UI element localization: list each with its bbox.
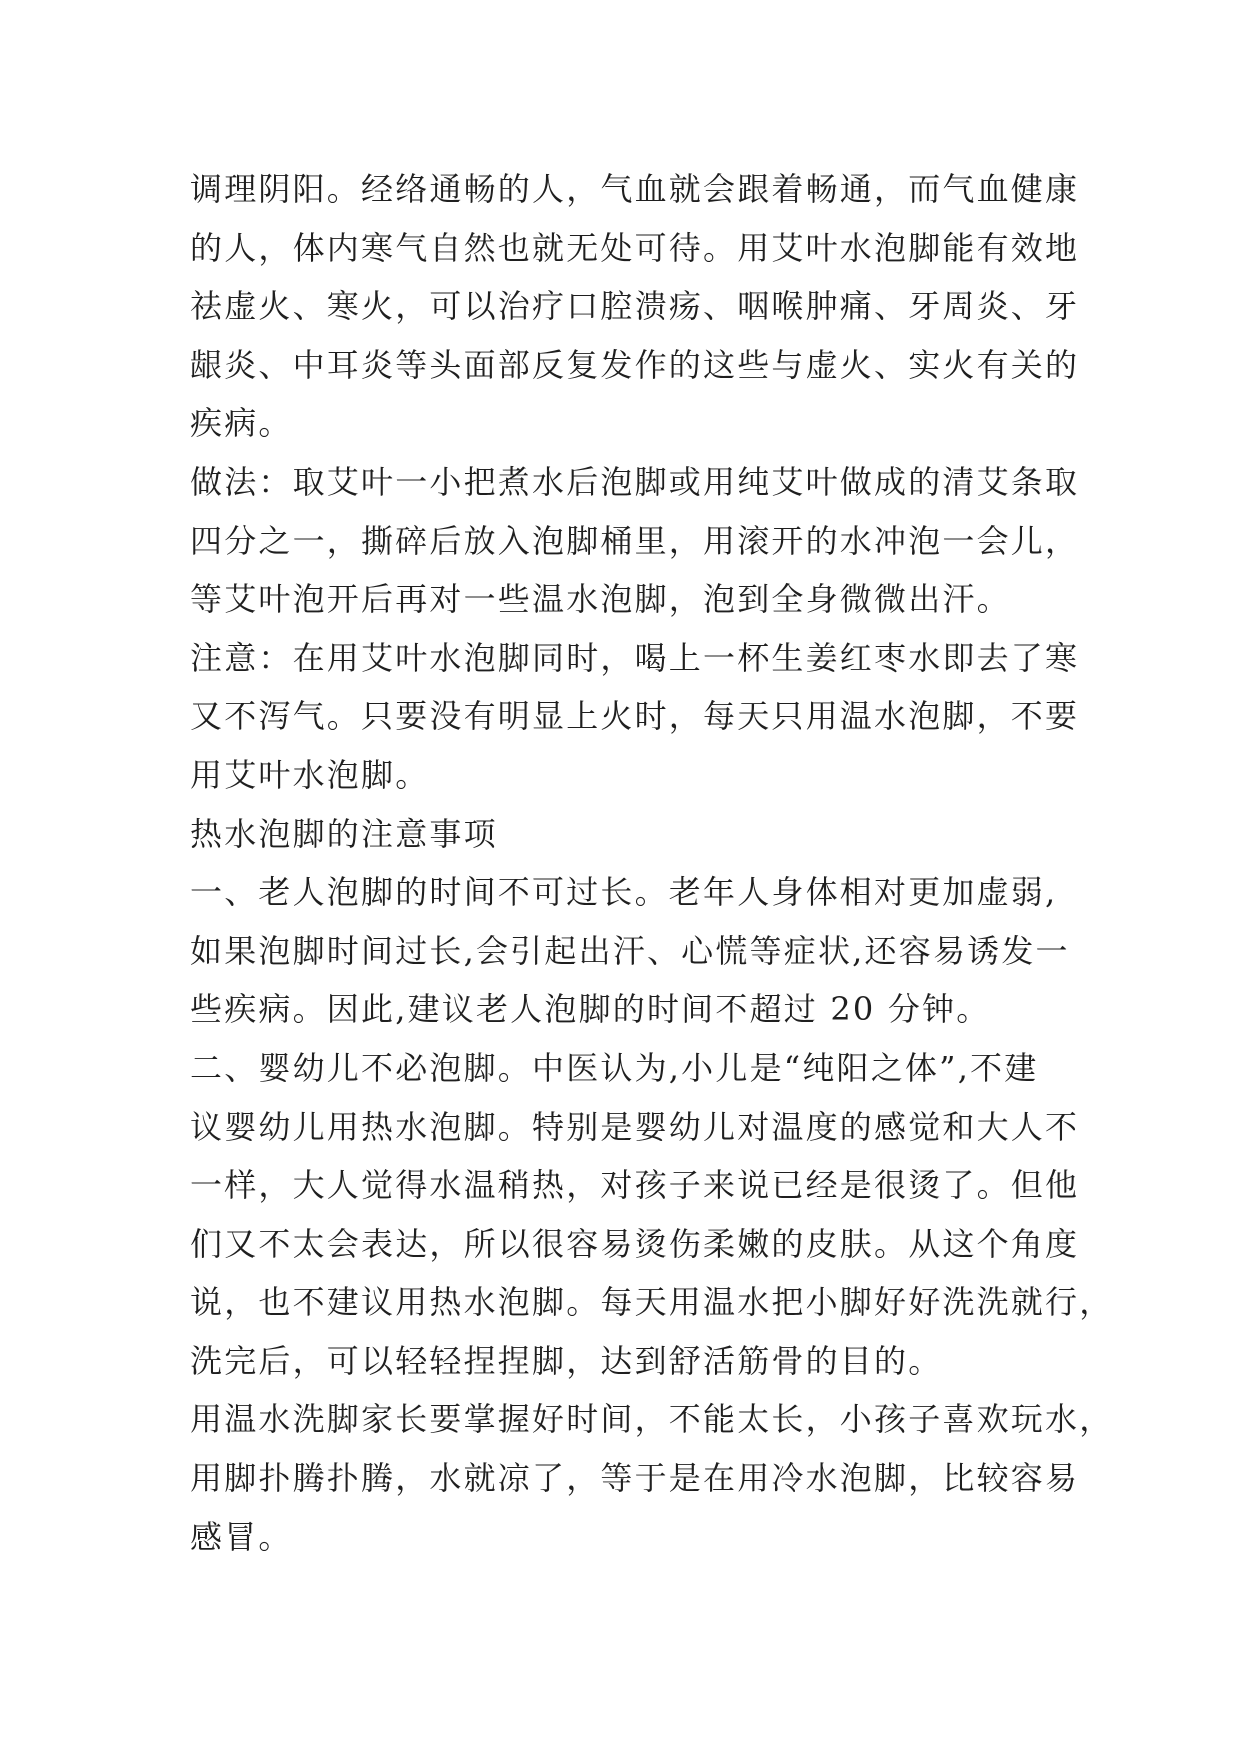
paragraph-infants — [190, 1039, 1114, 1391]
text-line: 做法：取艾叶一小把煮水后泡脚或用纯艾叶做成的清艾条取 — [190, 462, 1080, 501]
text-line: 等艾叶泡开后再对一些温水泡脚，泡到全身微微出汗。 — [190, 580, 1011, 619]
text-line: 如果泡脚时间过长,会引起出汗、心慌等症状,还容易诱发一 — [190, 931, 1070, 970]
text-line: 疾病。 — [190, 404, 293, 443]
paragraph-method — [190, 453, 1080, 629]
text-line: 用脚扑腾扑腾，水就凉了，等于是在用冷水泡脚，比较容易 — [190, 1459, 1080, 1498]
text-line: 的人，体内寒气自然也就无处可待。用艾叶水泡脚能有效地 — [190, 228, 1080, 267]
paragraph-warm-water — [190, 1390, 1114, 1566]
text-line: 用温水洗脚家长要掌握好时间，不能太长，小孩子喜欢玩水， — [190, 1400, 1114, 1439]
paragraph-aiye-effects — [190, 160, 1080, 453]
text-line: 感冒。 — [190, 1517, 293, 1556]
text-line: 注意：在用艾叶水泡脚同时，喝上一杯生姜红枣水即去了寒 — [190, 638, 1080, 677]
text-line: 四分之一，撕碎后放入泡脚桶里，用滚开的水冲泡一会儿， — [190, 521, 1080, 560]
text-line: 二、婴幼儿不必泡脚。中医认为,小儿是“纯阳之体”,不建 — [190, 1048, 1039, 1087]
text-line: 龈炎、中耳炎等头面部反复发作的这些与虚火、实火有关的 — [190, 345, 1080, 384]
text-line: 调理阴阳。经络通畅的人，气血就会跟着畅通，而气血健康 — [190, 170, 1080, 208]
paragraph-elderly — [190, 863, 1070, 1039]
text-line: 一样，大人觉得水温稍热，对孩子来说已经是很烫了。但他 — [190, 1166, 1080, 1205]
text-line: 议婴幼儿用热水泡脚。特别是婴幼儿对温度的感觉和大人不 — [190, 1107, 1080, 1146]
paragraph-caution — [190, 629, 1080, 805]
text-line: 们又不太会表达，所以很容易烫伤柔嫩的皮肤。从这个角度 — [190, 1224, 1080, 1263]
heading-line: 热水泡脚的注意事项 — [190, 814, 498, 853]
text-line: 祛虚火、寒火，可以治疗口腔溃疡、咽喉肿痛、牙周炎、牙 — [190, 287, 1080, 326]
section-heading — [190, 805, 1052, 864]
text-line: 一、老人泡脚的时间不可过长。老年人身体相对更加虚弱, — [190, 873, 1058, 912]
text-line: 些疾病。因此,建议老人泡脚的时间不超过 20 分钟。 — [190, 990, 991, 1029]
text-line: 说，也不建议用热水泡脚。每天用温水把小脚好好洗洗就行， — [190, 1283, 1114, 1322]
text-line: 洗完后，可以轻轻捏捏脚，达到舒活筋骨的目的。 — [190, 1341, 943, 1380]
text-line: 用艾叶水泡脚。 — [190, 755, 430, 794]
text-line: 又不泻气。只要没有明显上火时，每天只用温水泡脚，不要 — [190, 697, 1080, 736]
document-body — [190, 160, 1114, 1566]
